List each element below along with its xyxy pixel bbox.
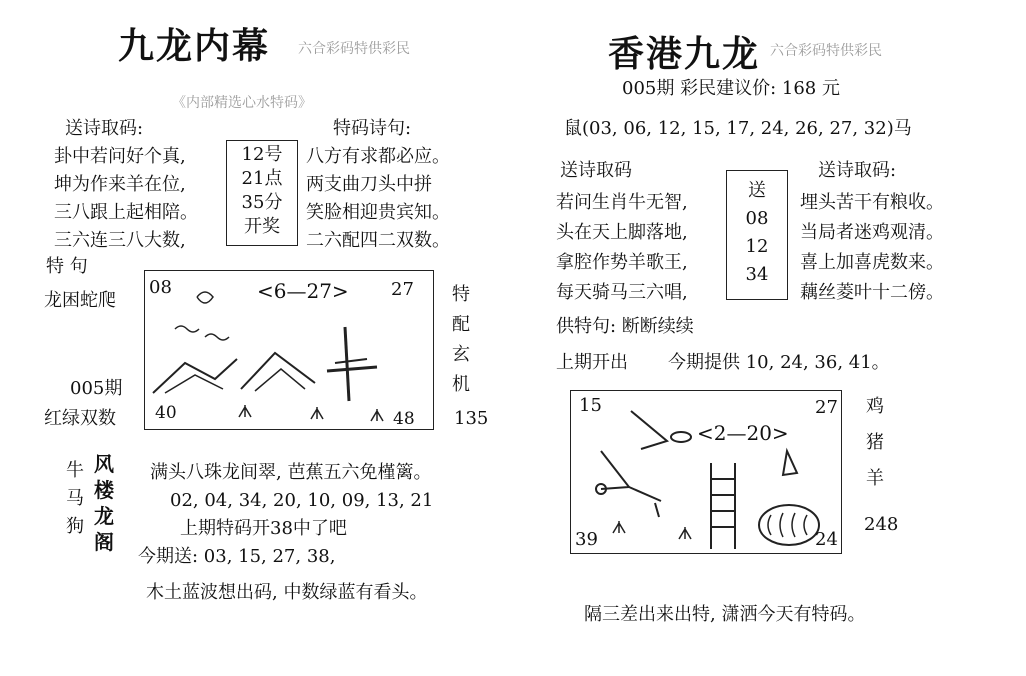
poem-line: 笑脸相迎贵宾知。 — [306, 202, 450, 223]
building-char: 阁 — [94, 530, 114, 554]
left-title: 九龙内幕 — [118, 25, 271, 67]
poem-line: 坤为作来羊在位, — [54, 174, 186, 195]
left-animals — [66, 460, 84, 538]
send-number: 34 — [745, 264, 769, 285]
animal-label: 羊 — [866, 468, 884, 489]
poem-line: 头在天上脚落地, — [556, 222, 688, 243]
vertical-char: 机 — [452, 374, 470, 395]
send-number: 12 — [745, 236, 769, 257]
left-numbers-line: 02, 04, 34, 20, 10, 09, 13, 21 — [170, 490, 434, 511]
left-picture-box — [144, 270, 434, 430]
right-code-number: 248 — [864, 514, 899, 535]
right-title: 香港九龙 — [608, 33, 761, 75]
right-closing-line: 隔三差出来出特, 潇洒今天有特码。 — [584, 604, 866, 625]
left-closing-line: 木土蓝波想出码, 中数绿蓝有看头。 — [146, 582, 428, 603]
poem-line: 两支曲刀头中拼 — [306, 174, 432, 195]
right-sketch — [571, 391, 841, 553]
right-rat-horse-line: 鼠(03, 06, 12, 15, 17, 24, 26, 27, 32)马 — [564, 118, 912, 139]
poem-line: 藕丝菱叶十二傍。 — [800, 282, 944, 303]
poem-line: 喜上加喜虎数来。 — [800, 252, 944, 273]
send-label: 送 — [748, 180, 766, 201]
send-number: 08 — [745, 208, 769, 229]
right-last-out-label: 上期开出 — [556, 352, 628, 373]
poem-line: 三六连三八大数, — [54, 230, 186, 251]
animal-label: 狗 — [66, 516, 84, 537]
poem-line: 埋头苦干有粮收。 — [800, 192, 944, 213]
right-poem-header-right: 送诗取码: — [818, 160, 897, 181]
left-last-issue: 上期特码开38中了吧 — [180, 518, 347, 539]
left-poem-left — [54, 146, 198, 252]
left-poem-right — [306, 146, 450, 252]
pic-number-bottom-right: 48 — [393, 409, 415, 429]
poem-line: 拿腔作势羊歌王, — [556, 252, 688, 273]
right-provide-line: 今期提供 10, 24, 36, 41。 — [668, 352, 890, 373]
left-this-issue: 今期送: 03, 15, 27, 38, — [138, 546, 336, 567]
send-box-content — [726, 180, 788, 286]
left-poem-header-right: 特码诗句: — [333, 118, 412, 139]
draw-time-hour: 21点 — [241, 168, 283, 189]
left-subtitle: 六合彩码特供彩民 — [298, 41, 410, 57]
right-special-line: 供特句: 断断续续 — [556, 316, 694, 337]
right-picture-box — [570, 390, 842, 554]
building-char: 楼 — [94, 478, 114, 502]
left-building — [94, 452, 114, 554]
left-poem-line: 满头八珠龙间翠, 芭蕉五六免槿篱。 — [150, 462, 432, 483]
left-code-number: 135 — [454, 408, 489, 429]
pic-number-top-left: 15 — [579, 395, 602, 416]
vertical-char: 玄 — [452, 344, 470, 365]
left-hint-color: 红绿双数 — [44, 408, 116, 429]
pic-number-bottom-left: 39 — [575, 529, 598, 550]
special-phrase: 龙困蛇爬 — [44, 290, 116, 311]
building-char: 风 — [94, 452, 114, 476]
animal-label: 鸡 — [866, 396, 884, 417]
special-label: 特 句 — [46, 256, 88, 277]
animal-label: 马 — [66, 488, 84, 509]
vertical-char: 配 — [452, 314, 470, 335]
pic-number-top-left: 08 — [149, 277, 172, 298]
draw-time — [230, 144, 294, 238]
pic-number-bottom-right: 24 — [815, 529, 838, 550]
animal-label: 牛 — [66, 460, 84, 481]
animal-label: 猪 — [866, 432, 884, 453]
right-subtitle: 六合彩码特供彩民 — [770, 43, 882, 59]
pic-number-bottom-left: 40 — [155, 403, 177, 423]
draw-time-minute: 35分 — [241, 192, 283, 213]
pic-range: <2—20> — [697, 421, 789, 445]
poem-line: 当局者迷鸡观清。 — [800, 222, 944, 243]
poem-line: 二六配四二双数。 — [306, 230, 450, 251]
left-note: 《内部精选心水特码》 — [172, 95, 312, 111]
right-poem-header-left: 送诗取码 — [560, 160, 632, 181]
right-poem-left — [556, 192, 688, 304]
right-poem-right — [800, 192, 944, 304]
poem-line: 卦中若问好个真, — [54, 146, 186, 167]
draw-time-day: 12号 — [241, 144, 283, 165]
building-char: 龙 — [94, 504, 114, 528]
poem-line: 若问生肖牛无智, — [556, 192, 688, 213]
left-poem-header-left: 送诗取码: — [65, 118, 144, 139]
draw-time-label: 开奖 — [244, 216, 280, 237]
poem-line: 三八跟上起相陪。 — [54, 202, 198, 223]
right-animals — [866, 396, 884, 490]
pic-number-top-right: 27 — [815, 397, 838, 418]
poem-line: 八方有求都必应。 — [306, 146, 450, 167]
pic-number-top-right: 27 — [391, 279, 414, 300]
right-price-line: 005期 彩民建议价: 168 元 — [622, 78, 840, 99]
left-vertical-right — [452, 284, 470, 396]
pic-range: <6—27> — [257, 279, 349, 303]
left-issue: 005期 — [70, 378, 123, 399]
vertical-char: 特 — [452, 284, 470, 305]
poem-line: 每天骑马三六唱, — [556, 282, 688, 303]
